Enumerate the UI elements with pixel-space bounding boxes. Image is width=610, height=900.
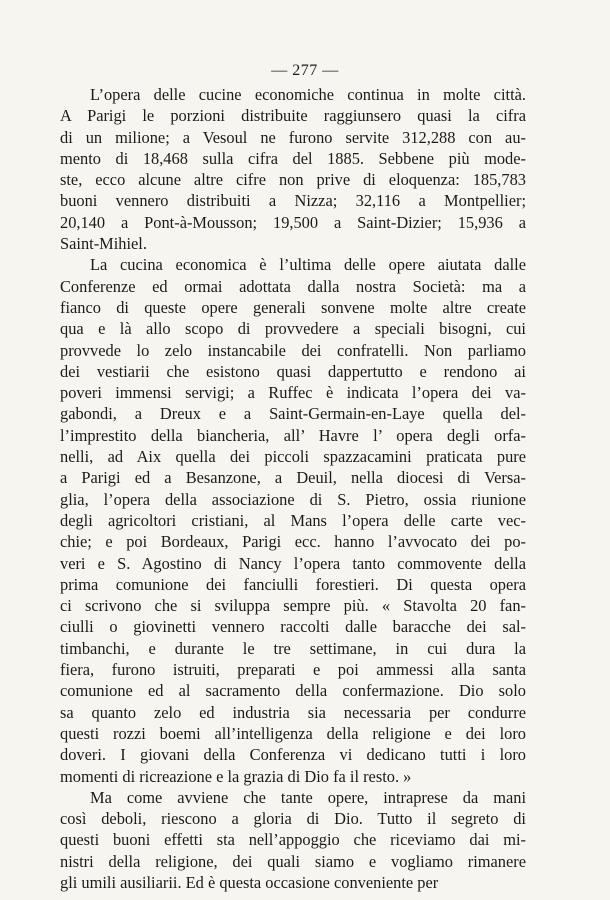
text-line: fiera, furono istruiti, preparati e poi ammessi alla santa — [60, 660, 526, 680]
text-line: chie; e poi Bordeaux, Parigi ecc. hanno l’avvocato dei po- — [60, 532, 526, 552]
text-line: gabondi, a Dreux e a Saint-Germain-en-Laye quella del- — [60, 404, 526, 424]
text-line: così deboli, riescono a gloria di Dio. Tutto il segreto di — [60, 809, 526, 829]
text-line: nistri della religione, dei quali siamo e vogliamo rimanere — [60, 851, 526, 871]
text-line: L’opera delle cucine economiche continua in molte città. — [90, 85, 526, 104]
text-line: veri e S. Agostino di Nancy l’opera tanto commovente della — [60, 553, 526, 573]
text-line: ci scrivono che si sviluppa sempre più. « Stavolta 20 fan- — [60, 596, 526, 616]
text-line: qua e là allo scopo di provvedere a speciali bisogni, cui — [60, 319, 526, 339]
text-line: questi buoni effetti sta nell’appoggio che riceviamo dai mi- — [60, 830, 526, 850]
text-line: doveri. I giovani della Conferenza vi dedicano tutti i loro — [60, 745, 526, 765]
text-line: prima comunione dei fanciulli forestieri. Di questa opera — [60, 574, 526, 594]
text-line: Saint-Mihiel. — [60, 234, 147, 254]
text-line: l’imprestito della biancheria, all’ Havre l’ opera degli orfa- — [60, 425, 526, 445]
text-line: nelli, ad Aix quella dei piccoli spazzacamini praticata pure — [60, 447, 526, 467]
text-line: a Parigi ed a Besanzone, a Deuil, nella diocesi di Versa- — [60, 468, 526, 488]
text-line: gli umili ausiliarii. Ed è questa occasione conveniente per — [60, 872, 439, 892]
text-line: poveri immensi servigi; a Ruffec è indicata l’opera dei va- — [60, 383, 526, 403]
text-line: momenti di ricreazione e la grazia di Dio fa il resto. » — [60, 766, 412, 786]
text-line: A Parigi le porzioni distribuite raggiunsero quasi la cifra — [60, 106, 526, 126]
text-line: dei vestiarii che esistono quasi dappertutto e rendono ai — [60, 361, 526, 381]
text-line: comunione ed al sacramento della confermazione. Dio solo — [60, 681, 526, 701]
text-line: sa quanto zelo ed industria sia necessaria per condurre — [60, 702, 526, 722]
text-line: glia, l’opera della associazione di S. Pietro, ossia riunione — [60, 489, 526, 509]
text-line: ciulli o giovinetti vennero raccolti dalle baracche dei sal- — [60, 617, 526, 637]
text-line: questi rozzi boemi all’intelligenza della religione e dei loro — [60, 723, 526, 743]
text-line: degli agricoltori cristiani, al Mans l’opera delle carte vec- — [60, 510, 526, 530]
text-line: 20,140 a Pont-à-Mousson; 19,500 a Saint-Dizier; 15,936 a — [60, 212, 526, 232]
text-line: Ma come avviene che tante opere, intraprese da mani — [90, 787, 526, 807]
text-line: buoni vennero distribuiti a Nizza; 32,116 a Montpellier; — [60, 191, 526, 211]
text-line: La cucina economica è l’ultima delle opere aiutata dalle — [90, 255, 526, 275]
page-number: — 277 — — [271, 62, 339, 79]
text-line: fianco di queste opere generali sonvene molte altre create — [60, 297, 526, 317]
text-line: provvede lo zelo instancabile dei confratelli. Non parliamo — [60, 340, 526, 360]
text-line: Conferenze ed ormai adottata dalla nostra Società: ma a — [60, 276, 526, 296]
text-line: mento di 18,468 sulla cifra del 1885. Sebbene più mode- — [60, 148, 526, 168]
text-line: di un milione; a Vesoul ne furono servite 312,288 con au- — [60, 127, 526, 147]
text-line: timbanchi, e durante le tre settimane, in cui dura la — [60, 638, 526, 658]
text-line: ste, ecco alcune altre cifre non prive di eloquenza: 185,783 — [60, 170, 526, 190]
body-text — [60, 84, 526, 893]
